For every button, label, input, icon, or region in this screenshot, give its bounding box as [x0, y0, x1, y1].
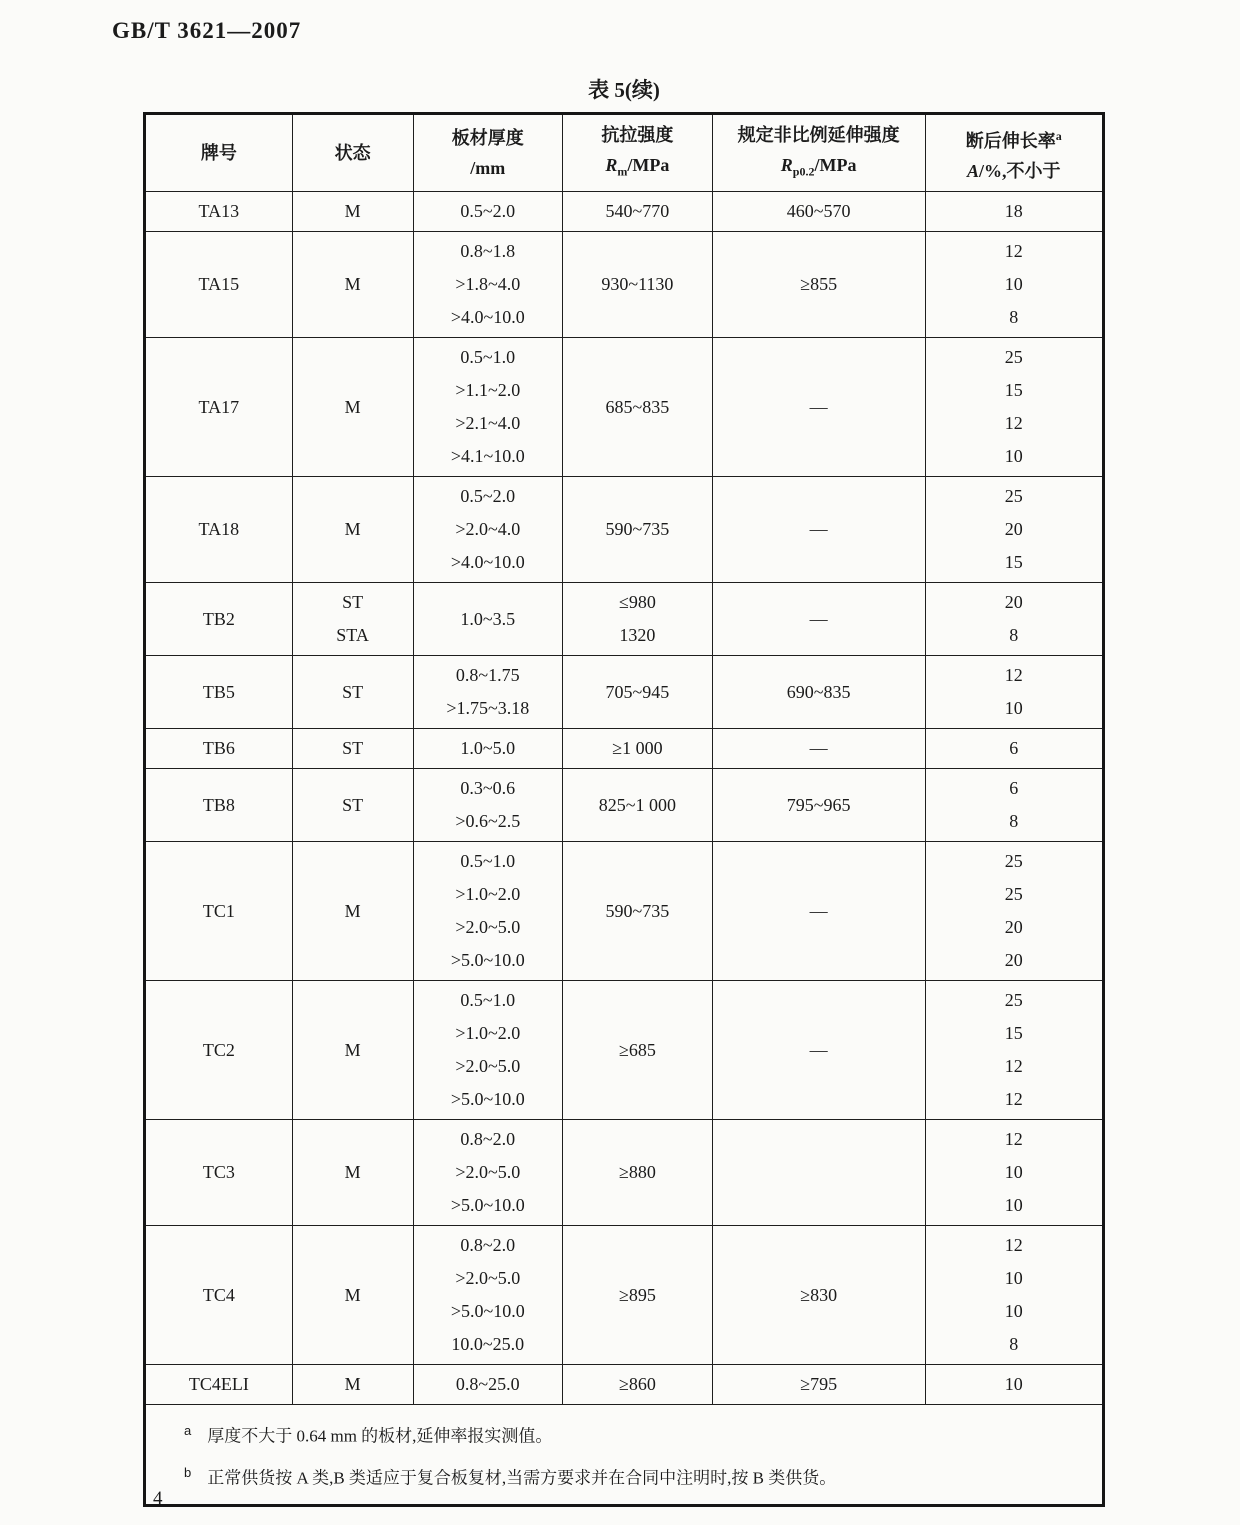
header-unit: /mm [470, 158, 506, 178]
header-label: 状态 [334, 143, 371, 163]
cell-line: TC4ELI [188, 1374, 249, 1394]
cell-line: 6 [1009, 778, 1019, 798]
cell-line: 10 [1004, 1162, 1023, 1182]
grade-cell [145, 656, 293, 729]
elongation-cell [925, 656, 1103, 729]
cell-line: M [344, 396, 361, 417]
cell-line: 15 [1004, 1023, 1023, 1043]
cell-line: 795~965 [786, 794, 851, 815]
cell-line: M [344, 1374, 361, 1394]
cell-line: >4.1~10.0 [450, 446, 525, 466]
cell-line: >5.0~10.0 [450, 1301, 525, 1321]
table-row [145, 192, 1104, 232]
footnote-marker: b [184, 1464, 192, 1480]
cell-line: 0.3~0.6 [460, 778, 516, 798]
cell-line: 1.0~5.0 [460, 738, 516, 758]
tensile-strength-cell [563, 729, 713, 769]
cell-line: 825~1 000 [598, 794, 677, 815]
grade-cell [145, 477, 293, 583]
cell-line: 20 [1004, 950, 1023, 970]
header-label: 规定非比例延伸强度 [737, 124, 900, 145]
cell-line: 20 [1004, 917, 1023, 937]
table-row [145, 232, 1104, 338]
cell-line: ≥830 [800, 1284, 838, 1305]
state-cell [292, 338, 413, 477]
cell-line: ≥1 000 [612, 738, 663, 758]
state-cell [292, 232, 413, 338]
cell-line: — [809, 396, 828, 417]
state-cell [292, 842, 413, 981]
cell-line: 20 [1004, 592, 1023, 612]
yield-strength-cell [712, 656, 925, 729]
tensile-strength-cell [563, 1120, 713, 1226]
cell-line: ≥685 [618, 1039, 656, 1060]
tensile-strength-cell [563, 338, 713, 477]
header-symbol: $R_m$/MPa [605, 154, 670, 179]
cell-line: 1320 [619, 625, 656, 645]
cell-line: >1.0~2.0 [455, 1023, 521, 1043]
cell-line: 25 [1004, 990, 1023, 1010]
cell-line: — [809, 1039, 828, 1060]
table-row [145, 842, 1104, 981]
cell-line: >1.0~2.0 [455, 884, 521, 904]
footnote-marker: a [184, 1423, 192, 1438]
cell-line: 12 [1004, 1235, 1023, 1255]
cell-line: >2.0~4.0 [455, 519, 521, 539]
elongation-cell [925, 192, 1103, 232]
cell-line: TB2 [202, 608, 235, 629]
thickness-cell [413, 1365, 563, 1405]
elongation-cell [925, 232, 1103, 338]
yield-strength-cell [712, 1120, 925, 1226]
cell-line: 25 [1004, 486, 1023, 506]
cell-line: ≥795 [800, 1374, 838, 1394]
cell-line: 705~945 [605, 681, 670, 702]
cell-line: 15 [1004, 552, 1023, 572]
cell-line: 10 [1004, 446, 1023, 466]
cell-line: 12 [1004, 665, 1023, 685]
header-label: 断后伸长率$^a$ [965, 128, 1062, 151]
thickness-cell [413, 842, 563, 981]
yield-strength-cell [712, 769, 925, 842]
header-label: 板材厚度 [451, 128, 524, 148]
thickness-cell [413, 1120, 563, 1226]
state-cell [292, 477, 413, 583]
cell-line: >4.0~10.0 [450, 307, 525, 327]
footnote-b [184, 1455, 1082, 1497]
cell-line: >1.75~3.18 [446, 698, 530, 718]
cell-line: 0.8~1.75 [455, 665, 520, 685]
table-title: 表 5(续) [588, 78, 660, 102]
cell-line: >1.1~2.0 [455, 380, 521, 400]
thickness-cell [413, 1226, 563, 1365]
cell-line: 540~770 [605, 201, 670, 221]
grade-cell [145, 192, 293, 232]
cell-line: >2.0~5.0 [455, 1268, 521, 1288]
cell-line: 12 [1004, 1129, 1023, 1149]
state-cell [292, 729, 413, 769]
cell-line: ST [342, 681, 364, 702]
cell-line: >4.0~10.0 [450, 552, 525, 572]
table-row [145, 769, 1104, 842]
thickness-cell [413, 656, 563, 729]
cell-line: 0.5~1.0 [460, 347, 516, 367]
table-footnotes [145, 1405, 1104, 1506]
table-row [145, 981, 1104, 1120]
cell-line: ≥880 [618, 1162, 656, 1182]
table-row [145, 338, 1104, 477]
cell-line: TB8 [202, 794, 235, 815]
table-row [145, 583, 1104, 656]
cell-line: TC1 [202, 900, 235, 921]
cell-line: — [809, 519, 828, 539]
elongation-cell [925, 769, 1103, 842]
elongation-cell [925, 1120, 1103, 1226]
cell-line: TC3 [202, 1162, 235, 1182]
cell-line: 0.8~2.0 [460, 1129, 516, 1149]
table-row [145, 1365, 1104, 1405]
tensile-strength-cell [563, 583, 713, 656]
cell-line: >2.1~4.0 [455, 413, 521, 433]
cell-line: 0.5~2.0 [460, 486, 516, 506]
cell-line: M [344, 1284, 361, 1305]
cell-line: — [809, 900, 828, 921]
cell-line: 0.8~2.0 [460, 1235, 516, 1255]
cell-line: 10 [1004, 1268, 1023, 1288]
properties-table-container [143, 112, 1105, 1507]
cell-line: 590~735 [605, 900, 670, 921]
cell-line: ≤980 [618, 592, 656, 612]
cell-line: 0.5~2.0 [460, 201, 516, 221]
page-number: 4 [153, 1488, 163, 1509]
tensile-strength-cell [563, 232, 713, 338]
grade-cell [145, 769, 293, 842]
cell-line: ≥895 [618, 1284, 656, 1305]
cell-line: >5.0~10.0 [450, 1195, 525, 1215]
cell-line: 12 [1004, 1089, 1023, 1109]
properties-table [143, 112, 1105, 1507]
yield-strength-cell [712, 1365, 925, 1405]
cell-line: TB5 [202, 681, 235, 702]
yield-strength-cell [712, 729, 925, 769]
elongation-cell [925, 1365, 1103, 1405]
cell-line: M [344, 201, 361, 221]
thickness-cell [413, 192, 563, 232]
tensile-strength-cell [563, 656, 713, 729]
cell-line: TC4 [202, 1284, 235, 1305]
cell-line: >5.0~10.0 [450, 950, 525, 970]
table-row [145, 729, 1104, 769]
header-symbol: $R_{p0.2}$/MPa [780, 154, 857, 179]
tensile-strength-cell [563, 477, 713, 583]
cell-line: ST [342, 794, 364, 815]
cell-line: >2.0~5.0 [455, 917, 521, 937]
grade-cell [145, 981, 293, 1120]
tensile-strength-cell [563, 842, 713, 981]
table-header-row [145, 114, 1104, 192]
grade-cell [145, 583, 293, 656]
cell-line: 10.0~25.0 [451, 1334, 525, 1354]
cell-line: 590~735 [605, 519, 670, 539]
cell-line: >1.8~4.0 [455, 274, 521, 294]
yield-strength-cell [712, 192, 925, 232]
elongation-cell [925, 477, 1103, 583]
grade-cell [145, 1120, 293, 1226]
cell-line: >2.0~5.0 [455, 1056, 521, 1076]
header-label: 抗拉强度 [601, 124, 674, 145]
cell-line: ST [342, 592, 364, 612]
cell-line: M [344, 274, 361, 294]
cell-line: 0.8~1.8 [460, 241, 516, 261]
cell-line: 25 [1004, 851, 1023, 871]
grade-cell [145, 1365, 293, 1405]
yield-strength-cell [712, 338, 925, 477]
cell-line: 6 [1009, 738, 1019, 758]
cell-line: 0.5~1.0 [460, 990, 516, 1010]
cell-line: >2.0~5.0 [455, 1162, 521, 1182]
tensile-strength-cell [563, 1365, 713, 1405]
cell-line: TA15 [198, 274, 240, 294]
table-row [145, 1120, 1104, 1226]
cell-line: 0.8~25.0 [455, 1374, 520, 1394]
col-header-tensile-strength [563, 114, 713, 192]
cell-line: 10 [1004, 1374, 1023, 1394]
cell-line: 8 [1009, 307, 1019, 327]
table-row [145, 1226, 1104, 1365]
tensile-strength-cell [563, 769, 713, 842]
cell-line: M [344, 900, 361, 921]
cell-line: 25 [1004, 884, 1023, 904]
yield-strength-cell [712, 232, 925, 338]
tensile-strength-cell [563, 1226, 713, 1365]
cell-line: TB6 [202, 738, 235, 758]
cell-line: 685~835 [605, 396, 670, 417]
elongation-cell [925, 338, 1103, 477]
cell-line: 10 [1004, 698, 1023, 718]
cell-line: 8 [1009, 811, 1019, 831]
cell-line: 10 [1004, 1301, 1023, 1321]
cell-line: 12 [1004, 241, 1023, 261]
elongation-cell [925, 729, 1103, 769]
header-symbol: A/%,不小于 [967, 160, 1061, 181]
cell-line: TA13 [198, 201, 240, 221]
cell-line: ≥860 [618, 1374, 656, 1394]
elongation-cell [925, 1226, 1103, 1365]
cell-line: M [344, 519, 361, 539]
yield-strength-cell [712, 981, 925, 1120]
table-body [145, 192, 1104, 1405]
table-header [145, 114, 1104, 192]
elongation-cell [925, 981, 1103, 1120]
cell-line: M [344, 1162, 361, 1182]
col-header-elongation [925, 114, 1103, 192]
grade-cell [145, 842, 293, 981]
cell-line: TA18 [198, 519, 240, 539]
thickness-cell [413, 338, 563, 477]
footnotes-cell [145, 1405, 1104, 1506]
cell-line: 12 [1004, 1056, 1023, 1076]
state-cell [292, 583, 413, 656]
grade-cell [145, 338, 293, 477]
cell-line: >5.0~10.0 [450, 1089, 525, 1109]
cell-line: 15 [1004, 380, 1023, 400]
thickness-cell [413, 981, 563, 1120]
state-cell [292, 769, 413, 842]
cell-line: 20 [1004, 519, 1023, 539]
table-row [145, 656, 1104, 729]
cell-line: 18 [1004, 201, 1023, 221]
yield-strength-cell [712, 477, 925, 583]
col-header-yield-strength [712, 114, 925, 192]
cell-line: 8 [1009, 625, 1019, 645]
cell-line: 8 [1009, 1334, 1019, 1354]
cell-line: TA17 [198, 396, 240, 417]
state-cell [292, 1226, 413, 1365]
thickness-cell [413, 729, 563, 769]
cell-line: ST [342, 738, 364, 758]
cell-line: M [344, 1039, 361, 1060]
col-header-grade [145, 114, 293, 192]
cell-line: — [809, 608, 828, 629]
cell-line: TC2 [202, 1039, 235, 1060]
cell-line: ≥855 [800, 274, 838, 294]
elongation-cell [925, 583, 1103, 656]
cell-line: STA [336, 625, 369, 645]
thickness-cell [413, 477, 563, 583]
state-cell [292, 192, 413, 232]
footnote-text: 正常供货按 A 类,B 类适应于复合板复材,当需方要求并在合同中注明时,按 B 类供货。 [207, 1468, 837, 1488]
footnote-ref-a: a [1055, 128, 1062, 143]
grade-cell [145, 729, 293, 769]
yield-strength-cell [712, 842, 925, 981]
cell-line: 460~570 [786, 201, 851, 221]
cell-line: >0.6~2.5 [455, 811, 521, 831]
cell-line: 930~1130 [601, 274, 674, 294]
state-cell [292, 656, 413, 729]
cell-line: 25 [1004, 347, 1023, 367]
thickness-cell [413, 583, 563, 656]
grade-cell [145, 232, 293, 338]
cell-line: 0.5~1.0 [460, 851, 516, 871]
document-code: GB/T 3621—2007 [112, 18, 302, 43]
tensile-strength-cell [563, 981, 713, 1120]
table-row [145, 477, 1104, 583]
cell-line: — [809, 738, 828, 758]
cell-line: 12 [1004, 413, 1023, 433]
yield-strength-cell [712, 1226, 925, 1365]
thickness-cell [413, 232, 563, 338]
state-cell [292, 1120, 413, 1226]
thickness-cell [413, 769, 563, 842]
header-label: 牌号 [200, 143, 237, 163]
cell-line: 1.0~3.5 [460, 608, 516, 629]
grade-cell [145, 1226, 293, 1365]
yield-strength-cell [712, 583, 925, 656]
col-header-state [292, 114, 413, 192]
elongation-cell [925, 842, 1103, 981]
tensile-strength-cell [563, 192, 713, 232]
footnotes-row [145, 1405, 1104, 1506]
state-cell [292, 1365, 413, 1405]
footnote-text: 厚度不大于 0.64 mm 的板材,延伸率报实测值。 [207, 1426, 553, 1446]
state-cell [292, 981, 413, 1120]
footnote-a [184, 1413, 1082, 1455]
cell-line: 690~835 [786, 681, 851, 702]
col-header-thickness [413, 114, 563, 192]
cell-line: 10 [1004, 1195, 1023, 1215]
cell-line: 10 [1004, 274, 1023, 294]
